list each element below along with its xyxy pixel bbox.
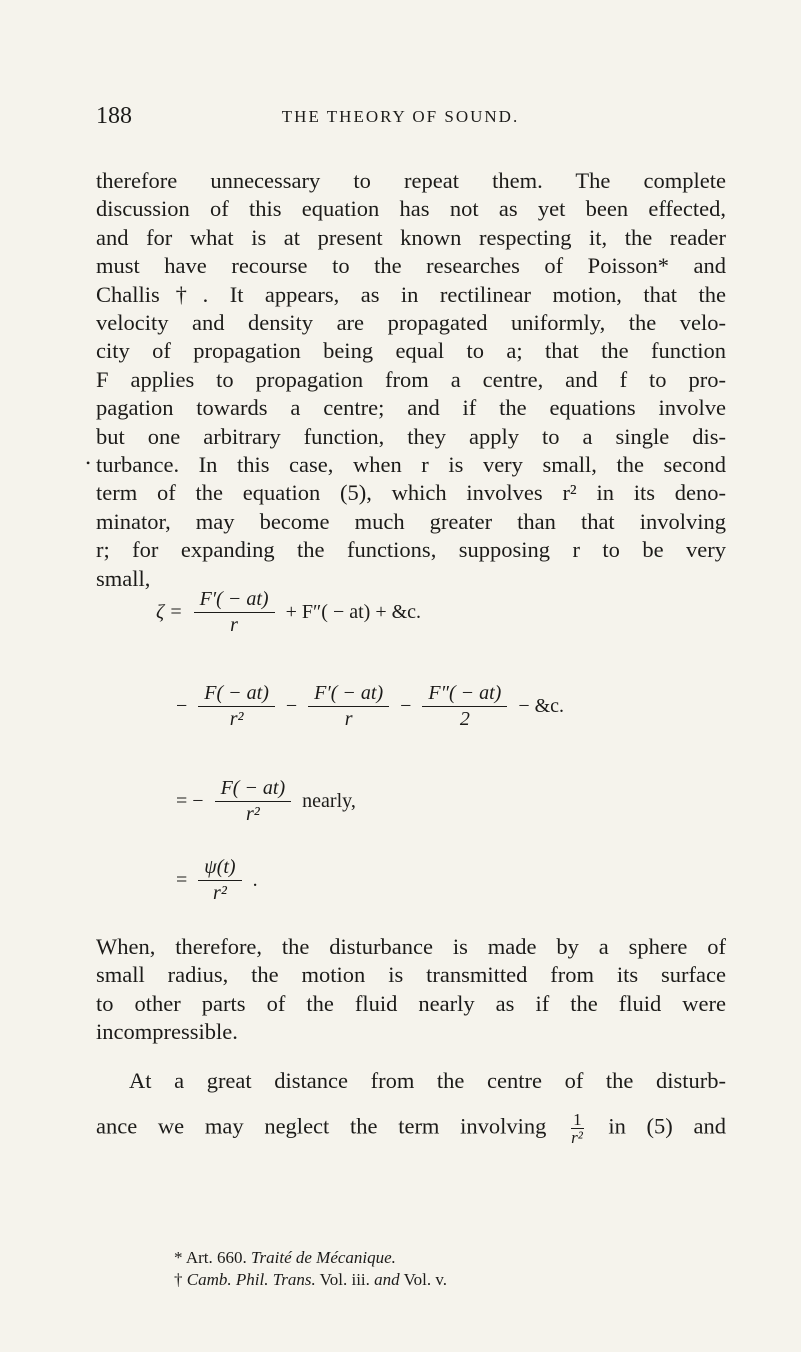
- text-line: r; for expanding the functions, supposing r to be very: [96, 537, 726, 563]
- text-line: When, therefore, the disturbance is made by a sphere of: [96, 934, 726, 959]
- eq-fraction: [198, 682, 275, 731]
- page-header: [0, 103, 801, 143]
- text-line: F applies to propagation from a centre, and f to pro-: [96, 366, 726, 392]
- eq-tail: nearly,: [302, 790, 356, 812]
- text-fragment: ance we may neglect the term involving: [96, 1114, 547, 1140]
- eq-fraction: [194, 588, 275, 637]
- eq-denominator: r: [344, 708, 353, 730]
- text-line: term of the equation (5), which involves r² in its deno-: [96, 480, 726, 506]
- footnote-marker: †: [174, 1270, 183, 1289]
- text-line: turbance. In this case, when r is very small, the second: [96, 452, 726, 478]
- eq-numerator: F″( − at): [422, 682, 507, 707]
- text-line: pagation towards a centre; and if the equations involve: [96, 395, 726, 421]
- eq-denominator: 2: [459, 708, 470, 730]
- text-line: incompressible.: [96, 1019, 238, 1045]
- text-line: but one arbitrary function, they apply to a single dis-: [96, 423, 726, 449]
- eq-lead: −: [176, 695, 188, 717]
- eq-lhs: ζ =: [156, 601, 183, 623]
- page-number: 188: [96, 103, 132, 129]
- eq-fraction: [308, 682, 389, 731]
- eq-operator: −: [400, 695, 412, 717]
- footnote-marker: *: [174, 1248, 183, 1267]
- eq-denominator: r²: [245, 803, 260, 825]
- eq-numerator: F( − at): [215, 777, 292, 802]
- text-line: discussion of this equation has not as yet been effected,: [96, 196, 726, 222]
- inline-denominator: r²: [571, 1128, 583, 1148]
- eq-numerator: ψ(t): [198, 856, 241, 881]
- text-line: small,: [96, 565, 151, 591]
- eq-numerator: F( − at): [198, 682, 275, 707]
- text-line: small radius, the motion is transmitted from its surface: [96, 962, 726, 988]
- text-line: [96, 1111, 726, 1146]
- running-head: THE THEORY OF SOUND.: [281, 107, 520, 126]
- text-line: minator, may become much greater than that involving: [96, 508, 726, 534]
- inline-fraction: [571, 1111, 584, 1146]
- eq-lead: =: [176, 869, 188, 891]
- paragraph-3: [96, 1067, 726, 1146]
- footnote-1: [174, 1247, 447, 1269]
- eq-numerator: F′( − at): [194, 588, 275, 613]
- text-line: therefore unnecessary to repeat them. The complete: [96, 168, 726, 193]
- eq-numerator: F′( − at): [308, 682, 389, 707]
- inline-numerator: 1: [573, 1110, 582, 1130]
- eq-lead: = −: [176, 790, 204, 812]
- eq-rest: + F″( − at) + &c.: [285, 601, 422, 623]
- eq-tail: − &c.: [518, 695, 565, 717]
- text-line: Challis†. It appears, as in rectilinear motion, that the: [96, 281, 726, 307]
- text-line: At a great distance from the centre of the disturb-: [129, 1068, 726, 1093]
- eq-fraction: [198, 856, 241, 905]
- footnote-text: Vol. v.: [403, 1270, 448, 1289]
- eq-denominator: r²: [213, 882, 227, 904]
- equation-2: [170, 682, 570, 731]
- footnote-title: Traité de Mécanique.: [250, 1248, 396, 1267]
- eq-tail: .: [252, 869, 258, 891]
- footnote-text: Vol. iii.: [319, 1270, 370, 1289]
- text-fragment: in (5) and: [608, 1114, 726, 1140]
- eq-fraction: [422, 682, 507, 731]
- eq-denominator: r²: [229, 708, 244, 730]
- equation-3: [170, 777, 362, 826]
- paragraph-1: [96, 167, 726, 593]
- margin-dot: •: [86, 456, 91, 470]
- footnote-title: Camb. Phil. Trans.: [186, 1270, 316, 1289]
- footnote-text: Art. 660.: [185, 1248, 247, 1267]
- text-line: to other parts of the fluid nearly as if the fluid were: [96, 990, 726, 1016]
- text-line: must have recourse to the researches of Poisson* and: [96, 253, 726, 279]
- text-line: velocity and density are propagated uniformly, the velo-: [96, 310, 726, 336]
- text-line: city of propagation being equal to a; that the function: [96, 338, 726, 364]
- footnote-text: and: [374, 1270, 400, 1289]
- text-line: and for what is at present known respecting it, the reader: [96, 224, 726, 250]
- equation-1: [150, 588, 427, 637]
- footnotes: [174, 1247, 447, 1291]
- footnote-2: [174, 1269, 447, 1291]
- paragraph-2: [96, 933, 726, 1047]
- eq-denominator: r: [230, 614, 238, 636]
- eq-fraction: [215, 777, 292, 826]
- equation-4: [170, 856, 264, 905]
- eq-operator: −: [285, 695, 298, 717]
